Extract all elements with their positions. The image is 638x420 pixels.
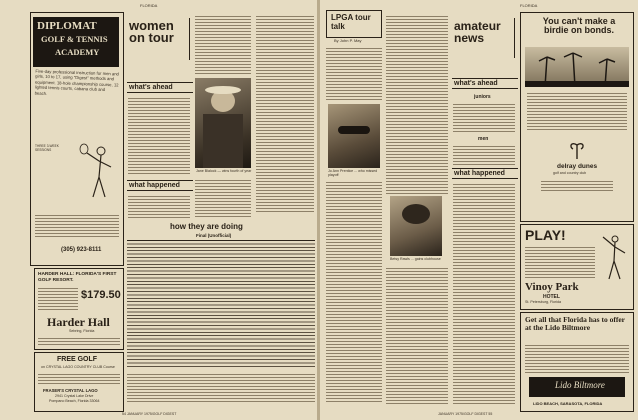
lido-logo-band <box>529 377 625 397</box>
diplomat-title: DIPLOMAT <box>37 20 97 32</box>
lido-address: LIDO BEACH, SARASOTA, FLORIDA <box>533 401 603 406</box>
birdie-body <box>527 91 627 131</box>
free-golf-title: FREE GOLF <box>57 356 98 363</box>
birdie-headline: You can't make a birdie on bonds. <box>542 16 616 35</box>
vinoy-park-city: St. Petersburg, Florida <box>525 300 561 304</box>
whats-ahead-text <box>128 96 190 176</box>
tennis-player-illustration <box>75 143 119 209</box>
money-list-notes <box>127 372 315 402</box>
delray-logo-icon <box>565 137 589 161</box>
men-text <box>453 144 515 166</box>
right-footer: JANUARY 1975/GOLF DIGEST 55 <box>438 412 493 416</box>
lpga-byline: By John P. May <box>334 38 362 43</box>
harder-hall-ad[interactable] <box>34 268 124 350</box>
diplomat-phone: (305) 923-8111 <box>61 247 102 253</box>
diplomat-contact <box>35 213 119 241</box>
lpga-text-4 <box>386 266 448 404</box>
tour-article-column-2 <box>195 178 251 218</box>
diplomat-dates: THREE 3-WEEK SESSIONS <box>35 144 59 152</box>
caption-rawls: Betsy Rawls ... gains clubhouse <box>390 257 441 261</box>
harder-hall-place: Sebring, Florida <box>69 329 95 333</box>
golfer-illustration <box>599 233 629 283</box>
money-list-table <box>127 240 315 369</box>
diplomat-body: Five-day professional instruction for men and girls, 10 to 17, using "Digest" methods and equipment. 18-hole championship course, 12 lighted tennis courts, cabana club and beach. <box>34 68 120 96</box>
juniors-text <box>453 102 515 134</box>
lido-biltmore-ad[interactable] <box>520 312 634 412</box>
harder-hall-name: Harder Hall <box>47 315 110 329</box>
what-happened-label: what happened <box>127 180 193 191</box>
left-folio: FLORIDA <box>140 3 158 8</box>
lpga-text-3 <box>386 14 448 194</box>
free-golf-line2: FRASER'S CRYSTAL LAGO <box>43 388 98 393</box>
harder-hall-body <box>38 286 78 312</box>
delray-dunes-ad[interactable] <box>520 12 634 222</box>
diplomat-ad[interactable] <box>30 12 124 266</box>
caption-prentice: Jo Ann Prentice ... who missed playoff <box>328 169 378 177</box>
free-golf-line1: on CRYSTAL LAGO COUNTRY CLUB Course <box>41 365 115 369</box>
women-on-tour-title: women on tour <box>129 18 174 45</box>
how-they-are-doing-title: how they are doing <box>170 222 243 231</box>
harder-hall-headline: HARDER HALL: FLORIDA'S FIRST GOLF RESORT. <box>38 272 117 283</box>
free-golf-line3: 2941 Crystal Lake Drive <box>55 394 94 398</box>
tour-article-column <box>256 14 314 214</box>
lpga-text-2 <box>326 180 382 404</box>
whats-ahead-label: what's ahead <box>127 82 193 93</box>
diplomat-subtitle-2: ACADEMY <box>55 47 100 57</box>
diplomat-subtitle: GOLF & TENNIS <box>41 34 108 44</box>
free-golf-body <box>38 372 120 386</box>
amateur-news-title: amateur news <box>454 19 501 45</box>
delray-brand-sub: golf and country club <box>553 171 587 175</box>
harder-hall-price: $179.50 <box>81 289 121 301</box>
left-page <box>0 0 318 420</box>
lido-headline: Get all that Florida has to offer at the Lido Biltmore <box>525 315 625 332</box>
vinoy-park-hotel: HOTEL <box>543 294 560 300</box>
final-unofficial-label: Final (Unofficial) <box>196 233 232 238</box>
play-body <box>525 245 595 279</box>
scores-column <box>195 14 251 74</box>
left-footer: 54 JANUARY 1975/GOLF DIGEST <box>122 412 177 416</box>
lpga-text-1 <box>326 46 382 102</box>
diplomat-ad-header <box>33 17 119 67</box>
amateur-whats-ahead: what's ahead <box>452 78 518 89</box>
men-label: men <box>478 136 489 142</box>
lido-brand: Lido Biltmore <box>555 380 605 390</box>
play-headline: PLAY! <box>525 227 566 243</box>
betsy-rawls-photo <box>390 196 442 256</box>
what-happened-text <box>128 194 190 218</box>
women-on-tour-header <box>127 18 190 60</box>
vinoy-park-name: Vinoy Park <box>525 281 579 293</box>
amateur-results-text <box>453 182 515 404</box>
free-golf-ad[interactable] <box>34 352 124 412</box>
lido-body <box>525 343 629 373</box>
palm-trees-illustration <box>525 47 629 87</box>
jane-blalock-photo <box>195 78 251 168</box>
lpga-header <box>326 10 382 38</box>
delray-brand: delray dunes <box>557 163 598 170</box>
jane-blalock-caption: Jane Blalock — wins fourth of year <box>196 169 252 173</box>
harder-hall-contact <box>38 336 120 346</box>
amateur-news-header <box>452 18 515 58</box>
lpga-title: LPGA tour talk <box>331 13 371 31</box>
amateur-what-happened: what happened <box>452 168 518 179</box>
right-page <box>320 0 638 420</box>
vinoy-park-ad[interactable] <box>520 224 634 310</box>
free-golf-line4: Pompano Beach, Florida 33064 <box>49 399 100 403</box>
juniors-label: juniors <box>474 94 491 100</box>
delray-address <box>541 179 613 193</box>
right-folio: FLORIDA <box>520 3 538 8</box>
jo-ann-prentice-photo <box>328 104 380 168</box>
